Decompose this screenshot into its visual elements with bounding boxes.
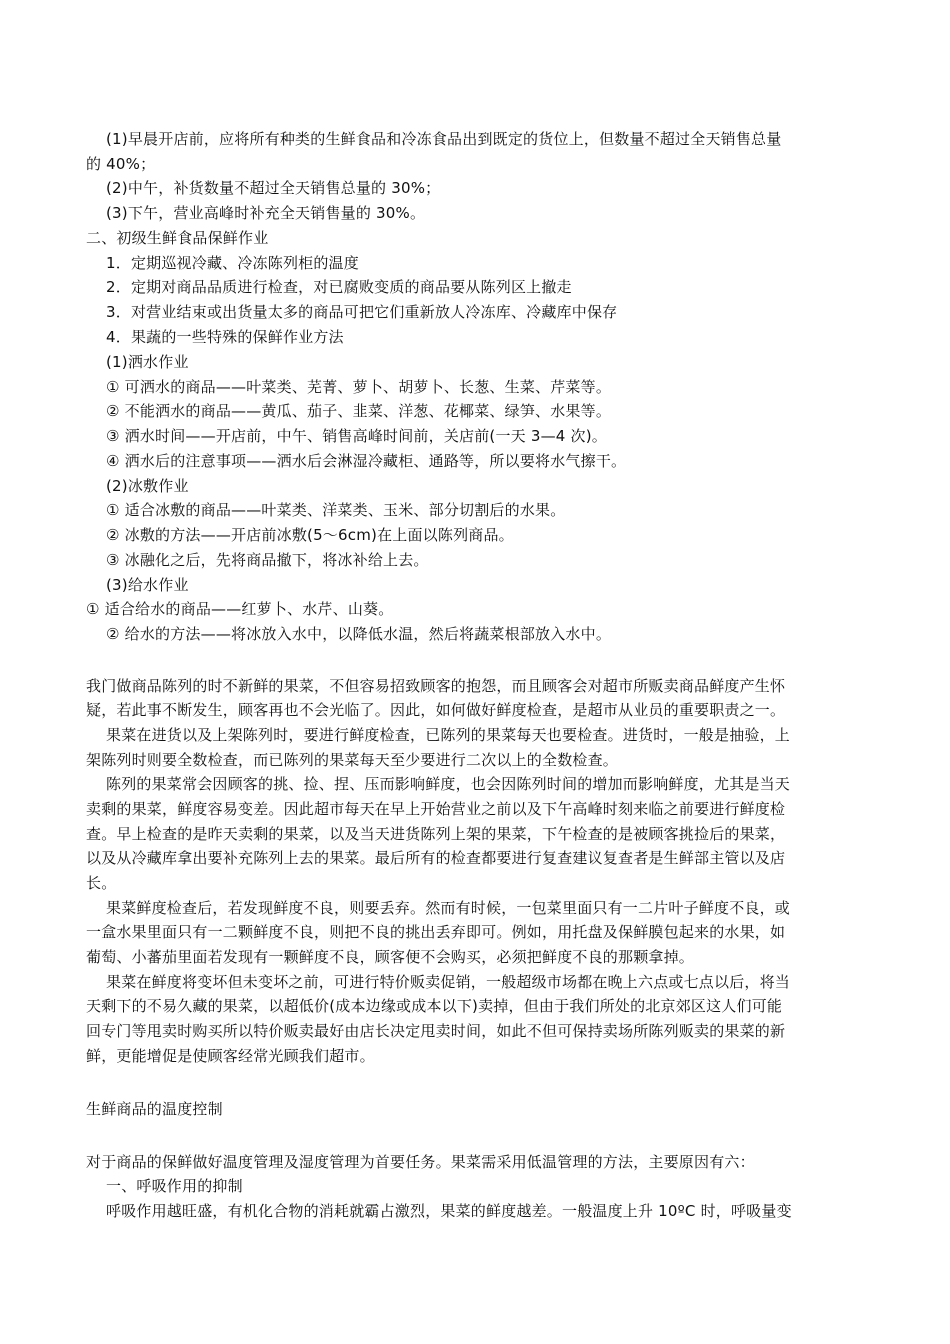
paragraph-line: 天剩下的不易久藏的果菜，以超低价(成本边缘或成本以下)卖掉，但由于我们所处的北京郊区这人们可能 [86, 997, 783, 1015]
text-line: ② 不能洒水的商品——黄瓜、茄子、韭菜、洋葱、花椰菜、绿笋、水果等。 [106, 402, 612, 420]
paragraph-line: 鲜，更能增促是使顾客经常光顾我们超市。 [86, 1047, 375, 1065]
paragraph-line: 对于商品的保鲜做好温度管理及湿度管理为首要任务。果菜需采用低温管理的方法，主要原因有六： [86, 1153, 755, 1171]
text-line: ③ 洒水时间——开店前，中午、销售高峰时间前，关店前(一天 3—4 次)。 [106, 427, 607, 445]
text-line: 2．定期对商品品质进行检查，对已腐败变质的商品要从陈列区上撤走 [106, 278, 572, 296]
text-line: (2)中午，补货数量不超过全天销售总量的 30%； [106, 179, 441, 197]
text-line: ③ 冰融化之后，先将商品撤下，将冰补给上去。 [106, 551, 429, 569]
section-heading: 二、初级生鲜食品保鲜作业 [86, 229, 269, 247]
text-line: (3)给水作业 [106, 576, 189, 594]
paragraph-line: 长。 [86, 874, 117, 892]
section-heading: 一、呼吸作用的抑制 [106, 1177, 243, 1195]
paragraph-line: 卖剩的果菜，鲜度容易变差。因此超市每天在早上开始营业之前以及下午高峰时刻来临之前要进行鲜度检 [86, 800, 786, 818]
text-line: 3．对营业结束或出货量太多的商品可把它们重新放人冷冻库、冷藏库中保存 [106, 303, 618, 321]
paragraph-line: 葡萄、小蕃茄里面若发现有一颗鲜度不良，顾客便不会购买，必须把鲜度不良的那颗拿掉。 [86, 948, 695, 966]
paragraph-line: 呼吸作用越旺盛，有机化合物的消耗就霸占激烈，果菜的鲜度越差。一般温度上升 10ºC 时，呼吸量变 [106, 1202, 792, 1220]
section-heading: 生鲜商品的温度控制 [86, 1100, 223, 1118]
paragraph-line: 果菜在进货以及上架陈列时，要进行鲜度检查，已陈列的果菜每天也要检查。进货时，一般是抽验，上 [106, 726, 791, 744]
text-line: (3)下午，营业高峰时补充全天销售量的 30%。 [106, 204, 426, 222]
paragraph-line: 回专门等甩卖时购买所以特价贩卖最好由店长决定甩卖时间，如此不但可保持卖场所陈列贩卖的果菜的新 [86, 1022, 786, 1040]
paragraph-line: 果菜在鲜度将变坏但未变坏之前，可进行特价贩卖促销，一般超级市场都在晚上六点或七点以后，将当 [106, 973, 791, 991]
text-line: 的 40%； [86, 155, 156, 173]
text-line: 4．果蔬的一些特殊的保鲜作业方法 [106, 328, 344, 346]
paragraph-line: 我门做商品陈列的时不新鲜的果菜，不但容易招致顾客的抱怨，而且顾客会对超市所贩卖商品鲜度产生怀 [86, 677, 786, 695]
text-line: 1．定期巡视冷藏、冷冻陈列柜的温度 [106, 254, 359, 272]
paragraph-line: 以及从冷藏库拿出要补充陈列上去的果菜。最后所有的检查都要进行复查建议复查者是生鲜部主管以及店 [86, 849, 786, 867]
paragraph-line: 果菜鲜度检查后，若发现鲜度不良，则要丢弃。然而有时候，一包菜里面只有一二片叶子鲜度不良，或 [106, 899, 791, 917]
text-line: ① 适合冰敷的商品——叶菜类、洋菜类、玉米、部分切割后的水果。 [106, 501, 566, 519]
text-line: ① 适合给水的商品——红萝卜、水芹、山葵。 [86, 600, 394, 618]
paragraph-line: 陈列的果菜常会因顾客的挑、捡、捏、压而影响鲜度，也会因陈列时间的增加而影响鲜度，尤其是当天 [106, 775, 791, 793]
text-line: (2)冰敷作业 [106, 477, 189, 495]
text-line: ② 给水的方法——将冰放入水中，以降低水温，然后将蔬菜根部放入水中。 [106, 625, 612, 643]
text-line: ④ 洒水后的注意事项——洒水后会淋湿冷藏柜、通路等，所以要将水气擦干。 [106, 452, 627, 470]
text-line: ① 可洒水的商品——叶菜类、芜菁、萝卜、胡萝卜、长葱、生菜、芹菜等。 [106, 378, 612, 396]
paragraph-line: 一盒水果里面只有一二颗鲜度不良，则把不良的挑出丢弃即可。例如，用托盘及保鲜膜包起来的水果，如 [86, 923, 786, 941]
text-line: (1)洒水作业 [106, 353, 189, 371]
text-line: (1)早晨开店前，应将所有种类的生鲜食品和冷冻食品出到既定的货位上，但数量不超过全天销售总量 [106, 130, 782, 148]
text-line: ② 冰敷的方法——开店前冰敷(5～6cm)在上面以陈列商品。 [106, 526, 514, 544]
paragraph-line: 疑，若此事不断发生，顾客再也不会光临了。因此，如何做好鲜度检查，是超市从业员的重要职责之一。 [86, 701, 786, 719]
paragraph-line: 查。早上检查的是昨天卖剩的果菜，以及当天进货陈列上架的果菜，下午检查的是被顾客挑捡后的果菜， [86, 825, 786, 843]
paragraph-line: 架陈列时则要全数检查，而已陈列的果菜每天至少要进行二次以上的全数检查。 [86, 751, 619, 769]
